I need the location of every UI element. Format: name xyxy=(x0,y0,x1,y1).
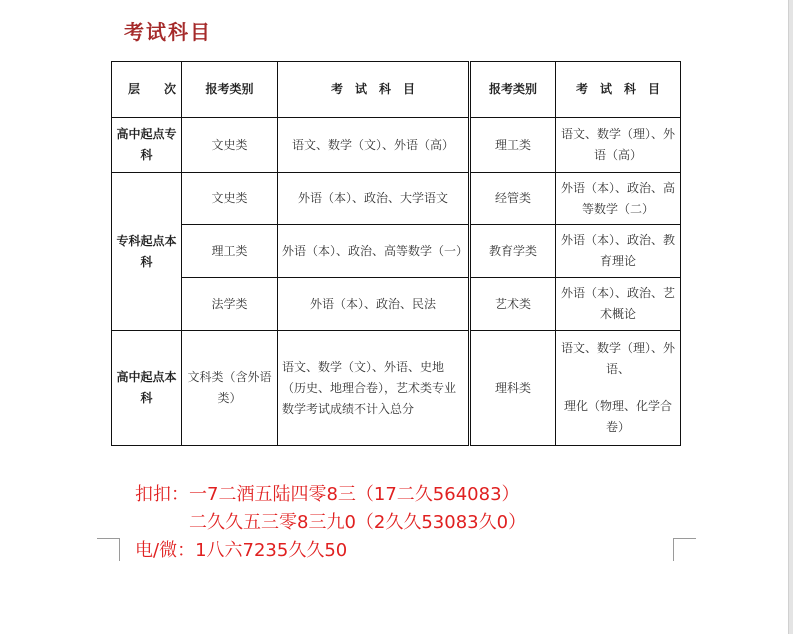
level-cell: 高中起点本科 xyxy=(112,331,182,446)
category-cell: 艺术类 xyxy=(470,278,556,331)
qq-contact-line: 扣扣：一7二酒五陆四零8三（17二久564083） xyxy=(135,484,520,505)
category-cell: 文史类 xyxy=(182,118,278,173)
subjects-cell: 语文、数学（文）、外语（高） xyxy=(278,118,470,173)
level-cell: 高中起点专科 xyxy=(112,118,182,173)
category-cell: 文史类 xyxy=(182,173,278,225)
header-category: 报考类别 xyxy=(470,62,556,118)
category-cell: 文科类（含外语类） xyxy=(182,331,278,446)
subjects-cell: 外语（本）、政治、民法 xyxy=(278,278,470,331)
exam-subjects-table xyxy=(111,61,681,446)
table-row xyxy=(112,173,681,225)
subjects-cell: 外语（本）、政治、艺术概论 xyxy=(556,278,681,331)
vertical-scrollbar[interactable] xyxy=(788,0,793,634)
header-subjects: 考 试 科 目 xyxy=(556,62,681,118)
subjects-cell: 外语（本）、政治、大学语文 xyxy=(278,173,470,225)
page-margin-mark xyxy=(673,538,696,561)
document-title: 考试科目 xyxy=(124,20,212,44)
subjects-line: 语文、数学（理）、外语、 xyxy=(560,341,675,376)
subjects-cell: 外语（本）、政治、教育理论 xyxy=(556,225,681,278)
page-margin-mark xyxy=(97,538,120,561)
table-row xyxy=(112,331,681,446)
qq-contact-line-2: 二久久五三零8三九0（2久久53083久0） xyxy=(189,512,527,533)
table-row xyxy=(112,225,681,278)
subjects-cell: 语文、数学（理）、外语（高） xyxy=(556,118,681,173)
subjects-line: 理化（物理、化学合卷） xyxy=(563,399,672,434)
header-category: 报考类别 xyxy=(182,62,278,118)
table-header-row xyxy=(112,62,681,118)
table-row xyxy=(112,118,681,173)
subjects-cell: 语文、数学（文）、外语、史地（历史、地理合卷），艺术类专业数学考试成绩不计入总分 xyxy=(278,331,470,446)
table-row xyxy=(112,278,681,331)
category-cell: 理科类 xyxy=(470,331,556,446)
category-cell: 教育学类 xyxy=(470,225,556,278)
header-subjects: 考 试 科 目 xyxy=(278,62,470,118)
phone-wechat-contact: 电/微：1八六7235久久50 xyxy=(135,540,348,561)
category-cell: 经管类 xyxy=(470,173,556,225)
subjects-cell: 外语（本）、政治、高等数学（一） xyxy=(278,225,470,278)
subjects-cell xyxy=(556,331,681,446)
category-cell: 理工类 xyxy=(470,118,556,173)
subjects-cell: 外语（本）、政治、高等数学（二） xyxy=(556,173,681,225)
category-cell: 理工类 xyxy=(182,225,278,278)
header-level: 层 次 xyxy=(112,62,182,118)
category-cell: 法学类 xyxy=(182,278,278,331)
level-cell: 专科起点本科 xyxy=(112,173,182,331)
